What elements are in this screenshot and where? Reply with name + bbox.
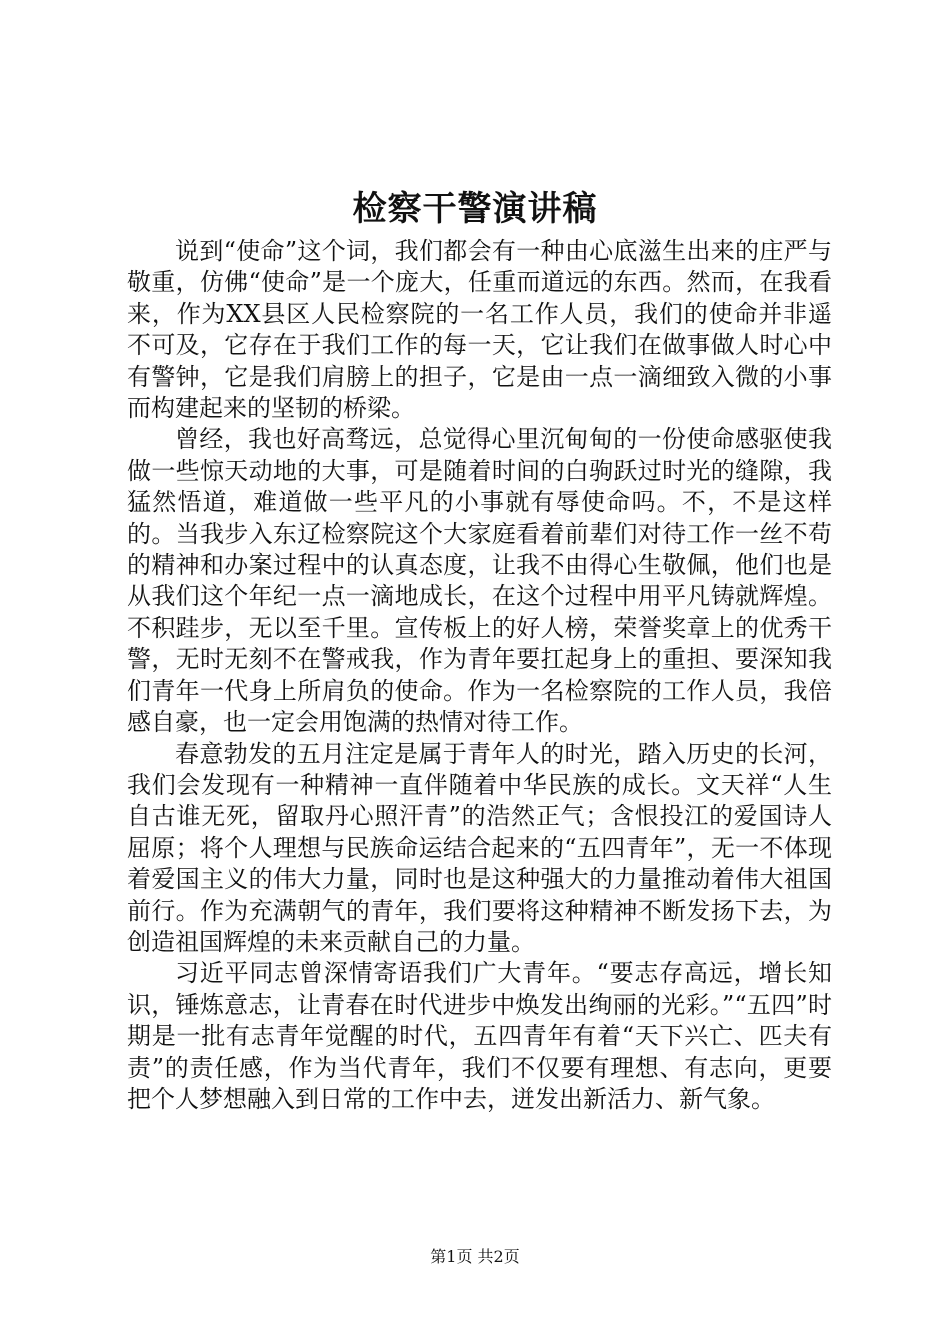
paragraph-2: 曾经，我也好高骛远，总觉得心里沉甸甸的一份使命感驱使我做一些惊天动地的大事，可是随着时间的白驹跃过时光的缝隙，我猛然悟道，难道做一些平凡的小事就有辱使命吗。不，不是这样的。当我步入东辽检察院这个大家庭看着前辈们对待工作一丝不苟的精神和办案过程中的认真态度，让我不由得心生敬佩，他们也是从我们这个年纪一点一滴地成长，在这个过程中用平凡铸就辉煌。不积跬步，无以至千里。宣传板上的好人榜，荣誉奖章上的优秀干警，无时无刻不在警戒我，作为青年要扛起身上的重担、要深知我们青年一代身上所肩负的使命。作为一名检察院的工作人员，我倍感自豪，也一定会用饱满的热情对待工作。: [127, 425, 832, 737]
document-title: 检察干警演讲稿: [352, 189, 598, 229]
paragraph-3: 春意勃发的五月注定是属于青年人的时光，踏入历史的长河，我们会发现有一种精神一直伴随着中华民族的成长。文天祥“人生自古谁无死，留取丹心照汗青”的浩然正气；含恨投江的爱国诗人屈原；将个人理想与民族命运结合起来的“五四青年”，无一不体现着爱国主义的伟大力量，同时也是这种强大的力量推动着伟大祖国前行。作为充满朝气的青年，我们要将这种精神不断发扬下去，为创造祖国辉煌的未来贡献自己的力量。: [127, 739, 832, 956]
page-number-footer: 第1页 共2页: [430, 1247, 520, 1266]
paragraph-1: 说到“使命”这个词，我们都会有一种由心底滋生出来的庄严与敬重，仿佛“使命”是一个庞大，任重而道远的东西。然而，在我看来，作为XX县区人民检察院的一名工作人员，我们的使命并非遥不可及，它存在于我们工作的每一天，它让我们在做事做人时心中有警钟，它是我们肩膀上的担子，它是由一点一滴细致入微的小事而构建起来的坚韧的桥梁。: [127, 237, 832, 423]
document-body: [127, 236, 832, 1115]
paragraph-4: 习近平同志曾深情寄语我们广大青年。“要志存高远，增长知识，锤炼意志，让青春在时代进步中焕发出绚丽的光彩。”“五四”时期是一批有志青年觉醒的时代，五四青年有着“天下兴亡、匹夫有责”的责任感，作为当代青年，我们不仅要有理想、有志向，更要把个人梦想融入到日常的工作中去，迸发出新活力、新气象。: [127, 959, 832, 1113]
